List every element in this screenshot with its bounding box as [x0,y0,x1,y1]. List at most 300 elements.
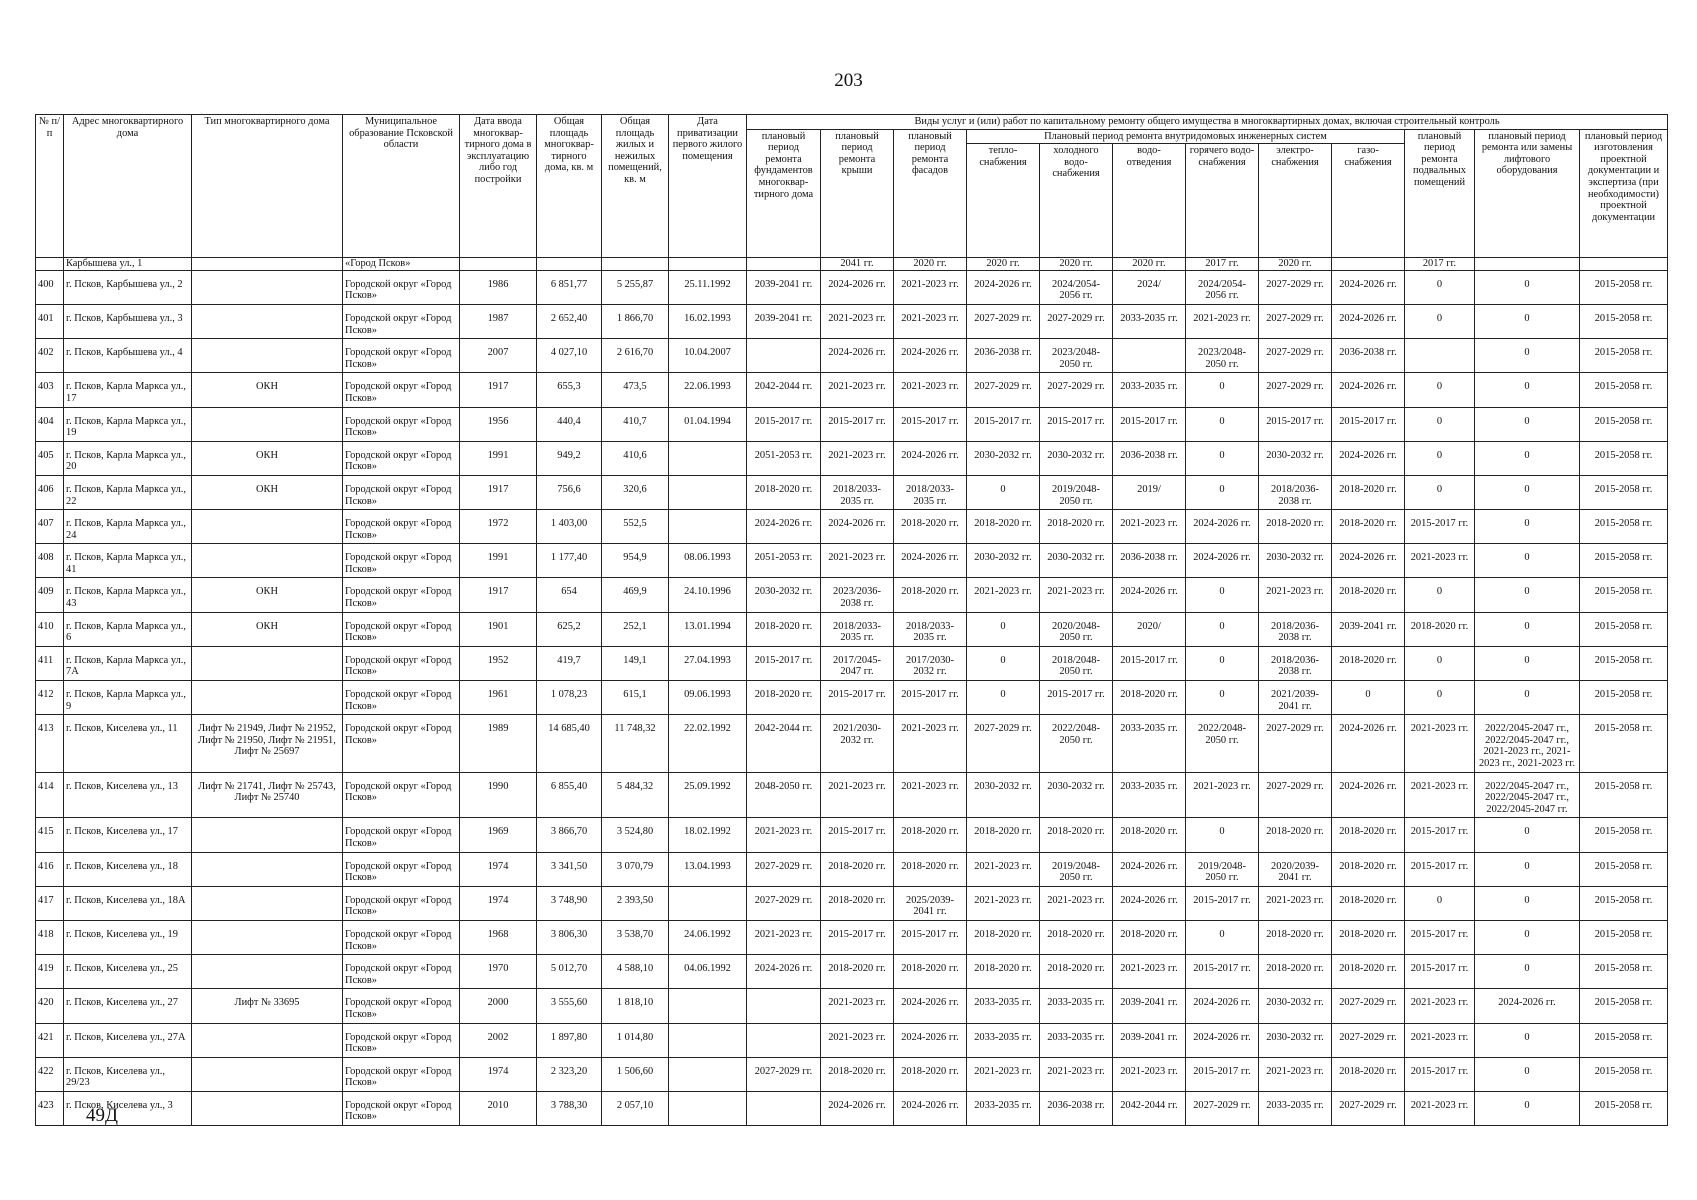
cell-total-area: 4 027,10 [537,339,602,373]
cell-electric: 2015-2017 гг. [1259,407,1332,441]
header-hot-water: горячего водо-снабжения [1186,144,1259,258]
cell-roof: 2023/2036-2038 гг. [821,578,894,612]
cell-total-area: 3 555,60 [537,989,602,1023]
header-sewage: водо-отведения [1113,144,1186,258]
cell-electric: 2030-2032 гг. [1259,989,1332,1023]
cell-facade: 2018-2020 гг. [894,578,967,612]
header-gas: газо-снабжения [1332,144,1405,258]
cell-hot-water: 2021-2023 гг. [1186,772,1259,818]
cell-commission-date: 1991 [460,544,537,578]
cell-num: 400 [36,270,64,304]
cell-roof: 2024-2026 гг. [821,270,894,304]
table-row [36,1057,1668,1091]
cell-address: г. Псков, Карла Маркса ул., 43 [64,578,192,612]
cell-address: г. Псков, Киселева ул., 18А [64,886,192,920]
cell-heat: 2033-2035 гг. [967,989,1040,1023]
cell-design: 2015-2058 гг. [1580,886,1668,920]
cell-elevator: 0 [1475,475,1580,509]
table-row [36,852,1668,886]
table-row [36,612,1668,646]
cell-municipality: Городской округ «Город Псков» [343,510,460,544]
cell-total-area: 654 [537,578,602,612]
cell-gas: 2039-2041 гг. [1332,612,1405,646]
header-heat: тепло-снабжения [967,144,1040,258]
cell-basement: 2015-2017 гг. [1405,920,1475,954]
cell-design: 2015-2058 гг. [1580,339,1668,373]
cell-design: 2015-2058 гг. [1580,920,1668,954]
continuation-row [36,258,1668,271]
cell-heat: 0 [967,612,1040,646]
cell-sewage: 2024-2026 гг. [1113,578,1186,612]
cell-num: 418 [36,920,64,954]
cell-facade: 2021-2023 гг. [894,304,967,338]
cell-basement: 2021-2023 гг. [1405,772,1475,818]
cell-hot-water: 0 [1186,407,1259,441]
cell-municipality: Городской округ «Город Псков» [343,339,460,373]
cell-sewage: 2018-2020 гг. [1113,920,1186,954]
cell-address: г. Псков, Киселева ул., 25 [64,955,192,989]
cell-privatization-date: 22.02.1992 [669,715,747,772]
page-number: 203 [834,70,863,91]
cell-basement: 0 [1405,886,1475,920]
table-row [36,646,1668,680]
cell-cold-water: 2033-2035 гг. [1040,1023,1113,1057]
cell-foundation: 2018-2020 гг. [747,681,821,715]
cell-address: г. Псков, Карла Маркса ул., 20 [64,441,192,475]
cell-total-area: 6 851,77 [537,270,602,304]
cell-elevator: 0 [1475,544,1580,578]
cell-design: 2015-2058 гг. [1580,270,1668,304]
cell-total-area: 3 748,90 [537,886,602,920]
cell-sewage: 2021-2023 гг. [1113,955,1186,989]
cell-num: 414 [36,772,64,818]
cell-hot-water: 2015-2017 гг. [1186,1057,1259,1091]
cell-privatization-date: 25.11.1992 [669,270,747,304]
cell-total-area: 1 403,00 [537,510,602,544]
cell-elevator: 2022/2045-2047 гг., 2022/2045-2047 гг., 2021-2023 гг., 2021-2023 гг., 2021-2023 гг. [1475,715,1580,772]
cell-total-area: 419,7 [537,646,602,680]
cell-num: 411 [36,646,64,680]
cell-living-area: 252,1 [602,612,669,646]
cell-total-area: 625,2 [537,612,602,646]
cell-commission-date: 1917 [460,578,537,612]
cell-cold-water: 2021-2023 гг. [1040,886,1113,920]
cell-living-area: 2 616,70 [602,339,669,373]
cell-hot-water: 2015-2017 гг. [1186,955,1259,989]
cell-privatization-date: 25.09.1992 [669,772,747,818]
cell-municipality: Городской округ «Город Псков» [343,304,460,338]
cell-num: 408 [36,544,64,578]
header-facade: плановый период ремонта фасадов [894,129,967,258]
cell-commission-date: 1968 [460,920,537,954]
cell-cold-water: 2022/2048-2050 гг. [1040,715,1113,772]
cell-commission-date: 1969 [460,818,537,852]
cell-electric: 2018/2036-2038 гг. [1259,646,1332,680]
cell-electric: 2018-2020 гг. [1259,818,1332,852]
cell-privatization-date [669,886,747,920]
cell-electric: 2027-2029 гг. [1259,715,1332,772]
cell-municipality: «Город Псков» [343,258,460,271]
cell-commission-date: 1974 [460,852,537,886]
cell-municipality: Городской округ «Город Псков» [343,852,460,886]
cell-basement: 0 [1405,681,1475,715]
cell-type: ОКН [192,441,343,475]
cell-type [192,852,343,886]
cell-electric: 2033-2035 гг. [1259,1091,1332,1125]
cell-municipality: Городской округ «Город Псков» [343,475,460,509]
cell-cold-water: 2030-2032 гг. [1040,441,1113,475]
cell-municipality: Городской округ «Город Псков» [343,1057,460,1091]
header-municipality: Муниципальное образование Псковской области [343,115,460,258]
cell-municipality: Городской округ «Город Псков» [343,955,460,989]
cell-heat: 2027-2029 гг. [967,715,1040,772]
cell-facade: 2021-2023 гг. [894,373,967,407]
cell-cold-water: 2027-2029 гг. [1040,304,1113,338]
cell-cold-water: 2015-2017 гг. [1040,681,1113,715]
cell-num: 423 [36,1091,64,1125]
cell-foundation: 2015-2017 гг. [747,646,821,680]
cell-cold-water: 2018/2048-2050 гг. [1040,646,1113,680]
header-num: № п/п [36,115,64,258]
cell-gas: 2018-2020 гг. [1332,646,1405,680]
cell-gas: 2024-2026 гг. [1332,304,1405,338]
cell-living-area: 469,9 [602,578,669,612]
cell-basement: 2021-2023 гг. [1405,989,1475,1023]
cell-living-area: 11 748,32 [602,715,669,772]
cell-type: ОКН [192,578,343,612]
cell-electric: 2027-2029 гг. [1259,373,1332,407]
cell-total-area: 1 078,23 [537,681,602,715]
cell-heat: 2018-2020 гг. [967,955,1040,989]
table-row [36,270,1668,304]
cell-living-area: 410,6 [602,441,669,475]
cell-commission-date: 1987 [460,304,537,338]
cell-commission-date: 1990 [460,772,537,818]
cell-heat: 2027-2029 гг. [967,373,1040,407]
cell-foundation: 2027-2029 гг. [747,852,821,886]
cell-hot-water: 2027-2029 гг. [1186,1091,1259,1125]
table-row [36,510,1668,544]
cell-num: 421 [36,1023,64,1057]
header-design: плановый период изготовления проектной документации и экспертиза (при необходимости) проектной документации [1580,129,1668,258]
cell-total-area: 5 012,70 [537,955,602,989]
cell-foundation: 2015-2017 гг. [747,407,821,441]
cell-type [192,1023,343,1057]
cell-elevator: 0 [1475,407,1580,441]
cell-sewage: 2019/ [1113,475,1186,509]
cell-municipality: Городской округ «Город Псков» [343,407,460,441]
cell-privatization-date: 24.10.1996 [669,578,747,612]
cell-design: 2015-2058 гг. [1580,1057,1668,1091]
cell-gas: 2027-2029 гг. [1332,989,1405,1023]
cell-cold-water: 2018-2020 гг. [1040,955,1113,989]
cell-basement: 2021-2023 гг. [1405,715,1475,772]
cell-hot-water: 2017 гг. [1186,258,1259,271]
cell-address: г. Псков, Карла Маркса ул., 22 [64,475,192,509]
cell-cold-water: 2030-2032 гг. [1040,772,1113,818]
cell-privatization-date [669,475,747,509]
cell-roof: 2024-2026 гг. [821,1091,894,1125]
cell-gas: 2018-2020 гг. [1332,955,1405,989]
cell-foundation: 2042-2044 гг. [747,373,821,407]
cell-type [192,407,343,441]
cell-total-area: 3 806,30 [537,920,602,954]
cell-electric: 2021/2039-2041 гг. [1259,681,1332,715]
header-address: Адрес многоквартирного дома [64,115,192,258]
table-row [36,1091,1668,1125]
cell-municipality: Городской округ «Город Псков» [343,270,460,304]
cell-gas: 2024-2026 гг. [1332,544,1405,578]
cell-electric: 2027-2029 гг. [1259,270,1332,304]
cell-elevator: 0 [1475,339,1580,373]
cell-hot-water: 2023/2048-2050 гг. [1186,339,1259,373]
cell-municipality: Городской округ «Город Псков» [343,715,460,772]
cell-total-area: 6 855,40 [537,772,602,818]
cell-privatization-date: 13.04.1993 [669,852,747,886]
cell-hot-water: 0 [1186,818,1259,852]
cell-commission-date: 2007 [460,339,537,373]
cell-type [192,1091,343,1125]
cell-foundation: 2042-2044 гг. [747,715,821,772]
cell-elevator: 0 [1475,818,1580,852]
cell-gas: 2027-2029 гг. [1332,1091,1405,1125]
cell-facade: 2018-2020 гг. [894,510,967,544]
cell-foundation: 2051-2053 гг. [747,544,821,578]
cell-facade: 2024-2026 гг. [894,339,967,373]
cell-basement: 2015-2017 гг. [1405,510,1475,544]
cell-heat: 2030-2032 гг. [967,544,1040,578]
cell-sewage: 2033-2035 гг. [1113,715,1186,772]
cell-electric: 2018-2020 гг. [1259,920,1332,954]
cell-privatization-date: 08.06.1993 [669,544,747,578]
table-row [36,681,1668,715]
cell-total-area: 2 652,40 [537,304,602,338]
cell-facade: 2017/2030-2032 гг. [894,646,967,680]
cell-hot-water: 2015-2017 гг. [1186,886,1259,920]
cell-gas: 2018-2020 гг. [1332,852,1405,886]
cell-commission-date: 1974 [460,886,537,920]
cell-privatization-date [669,1057,747,1091]
cell-heat: 2036-2038 гг. [967,339,1040,373]
cell-roof: 2021/2030-2032 гг. [821,715,894,772]
cell-commission-date: 1991 [460,441,537,475]
cell-type [192,544,343,578]
cell-foundation [747,989,821,1023]
cell-basement: 0 [1405,270,1475,304]
cell-total-area: 1 897,80 [537,1023,602,1057]
cell-hot-water: 0 [1186,920,1259,954]
cell-electric: 2027-2029 гг. [1259,304,1332,338]
cell-roof: 2018-2020 гг. [821,852,894,886]
cell-heat: 2021-2023 гг. [967,1057,1040,1091]
cell-commission-date: 1956 [460,407,537,441]
cell-living-area: 473,5 [602,373,669,407]
cell-cold-water: 2027-2029 гг. [1040,373,1113,407]
cell-sewage [1113,339,1186,373]
cell-living-area: 2 393,50 [602,886,669,920]
cell-num: 422 [36,1057,64,1091]
cell-design: 2015-2058 гг. [1580,1023,1668,1057]
cell-living-area: 1 866,70 [602,304,669,338]
table-row [36,407,1668,441]
cell-elevator: 0 [1475,1091,1580,1125]
cell-gas: 2018-2020 гг. [1332,1057,1405,1091]
cell-sewage: 2036-2038 гг. [1113,441,1186,475]
cell-basement: 2021-2023 гг. [1405,1023,1475,1057]
cell-facade: 2020 гг. [894,258,967,271]
cell-facade: 2024-2026 гг. [894,989,967,1023]
cell-gas: 2024-2026 гг. [1332,772,1405,818]
cell-municipality: Городской округ «Город Псков» [343,612,460,646]
cell-electric: 2030-2032 гг. [1259,1023,1332,1057]
cell-design: 2015-2058 гг. [1580,818,1668,852]
cell-num: 416 [36,852,64,886]
cell-electric: 2030-2032 гг. [1259,441,1332,475]
cell-electric: 2021-2023 гг. [1259,578,1332,612]
cell-roof: 2021-2023 гг. [821,544,894,578]
cell-design: 2015-2058 гг. [1580,715,1668,772]
cell-commission-date: 1972 [460,510,537,544]
cell-commission-date: 1917 [460,373,537,407]
cell-total-area: 440,4 [537,407,602,441]
cell-num: 404 [36,407,64,441]
cell-address: г. Псков, Киселева ул., 3 [64,1091,192,1125]
cell-total-area: 3 866,70 [537,818,602,852]
cell-num: 420 [36,989,64,1023]
cell-elevator: 0 [1475,955,1580,989]
cell-num: 402 [36,339,64,373]
cell-living-area: 4 588,10 [602,955,669,989]
header-electric: электро-снабжения [1259,144,1332,258]
cell-roof: 2021-2023 гг. [821,373,894,407]
cell-living-area: 615,1 [602,681,669,715]
cell-municipality: Городской округ «Город Псков» [343,1023,460,1057]
cell-address: г. Псков, Киселева ул., 13 [64,772,192,818]
cell-hot-water: 2021-2023 гг. [1186,304,1259,338]
cell-address: г. Псков, Киселева ул., 17 [64,818,192,852]
cell-electric: 2027-2029 гг. [1259,772,1332,818]
cell-hot-water: 0 [1186,373,1259,407]
cell-sewage: 2024-2026 гг. [1113,852,1186,886]
cell-num: 406 [36,475,64,509]
cell-gas: 2015-2017 гг. [1332,407,1405,441]
footer-code: 49Д [86,1105,118,1126]
table-row [36,1023,1668,1057]
cell-heat: 2015-2017 гг. [967,407,1040,441]
cell-sewage: 2018-2020 гг. [1113,818,1186,852]
cell-total-area: 2 323,20 [537,1057,602,1091]
cell-living-area: 552,5 [602,510,669,544]
cell-municipality: Городской округ «Город Псков» [343,772,460,818]
cell-living-area: 2 057,10 [602,1091,669,1125]
cell-roof: 2017/2045-2047 гг. [821,646,894,680]
cell-foundation [747,1023,821,1057]
cell-design: 2015-2058 гг. [1580,1091,1668,1125]
cell-gas: 2018-2020 гг. [1332,475,1405,509]
cell-heat: 2021-2023 гг. [967,852,1040,886]
cell-roof: 2024-2026 гг. [821,339,894,373]
cell-address: г. Псков, Киселева ул., 19 [64,920,192,954]
cell-basement: 0 [1405,578,1475,612]
cell-electric: 2021-2023 гг. [1259,886,1332,920]
cell-foundation: 2039-2041 гг. [747,270,821,304]
header-systems-group: Плановый период ремонта внутридомовых инженерных систем [967,129,1405,144]
cell-sewage: 2039-2041 гг. [1113,989,1186,1023]
cell-basement: 2015-2017 гг. [1405,852,1475,886]
cell-facade: 2015-2017 гг. [894,681,967,715]
cell-hot-water: 2022/2048-2050 гг. [1186,715,1259,772]
cell-commission-date: 1952 [460,646,537,680]
cell-heat: 2030-2032 гг. [967,772,1040,818]
cell-privatization-date: 22.06.1993 [669,373,747,407]
cell-facade: 2024-2026 гг. [894,1091,967,1125]
cell-facade: 2018-2020 гг. [894,818,967,852]
cell-sewage: 2020/ [1113,612,1186,646]
cell-commission-date: 2002 [460,1023,537,1057]
cell-type: ОКН [192,373,343,407]
cell-hot-water: 2024/2054-2056 гг. [1186,270,1259,304]
cell-commission-date: 1986 [460,270,537,304]
cell-basement [1405,339,1475,373]
cell-electric: 2020/2039-2041 гг. [1259,852,1332,886]
cell-heat: 2033-2035 гг. [967,1023,1040,1057]
cell-basement: 2015-2017 гг. [1405,818,1475,852]
cell-elevator: 0 [1475,510,1580,544]
cell-address: г. Псков, Карбышева ул., 4 [64,339,192,373]
cell-sewage: 2021-2023 гг. [1113,1057,1186,1091]
cell-gas: 2027-2029 гг. [1332,1023,1405,1057]
cell-hot-water: 0 [1186,681,1259,715]
cell-basement: 2018-2020 гг. [1405,612,1475,646]
cell-facade: 2018-2020 гг. [894,955,967,989]
cell-hot-water: 2019/2048-2050 гг. [1186,852,1259,886]
cell-design: 2015-2058 гг. [1580,407,1668,441]
cell-elevator: 0 [1475,270,1580,304]
cell-roof: 2018-2020 гг. [821,886,894,920]
cell-privatization-date: 16.02.1993 [669,304,747,338]
cell-facade: 2018/2033-2035 гг. [894,612,967,646]
cell-facade: 2018-2020 гг. [894,852,967,886]
cell-elevator: 0 [1475,920,1580,954]
cell-heat: 0 [967,681,1040,715]
cell-heat: 2033-2035 гг. [967,1091,1040,1125]
header-type: Тип многоквартирного дома [192,115,343,258]
cell-cold-water: 2020 гг. [1040,258,1113,271]
cell-privatization-date: 04.06.1992 [669,955,747,989]
cell-roof: 2024-2026 гг. [821,510,894,544]
cell-foundation: 2018-2020 гг. [747,475,821,509]
header-commission-date: Дата ввода многоквар-тирного дома в эксплуатацию либо год постройки [460,115,537,258]
cell-hot-water: 0 [1186,612,1259,646]
cell-type [192,920,343,954]
cell-sewage: 2042-2044 гг. [1113,1091,1186,1125]
cell-design: 2015-2058 гг. [1580,612,1668,646]
cell-privatization-date: 13.01.1994 [669,612,747,646]
cell-address: г. Псков, Киселева ул., 27 [64,989,192,1023]
cell-gas: 2018-2020 гг. [1332,886,1405,920]
cell-elevator: 0 [1475,886,1580,920]
cell-sewage: 2015-2017 гг. [1113,646,1186,680]
cell-design: 2015-2058 гг. [1580,475,1668,509]
cell-foundation: 2024-2026 гг. [747,955,821,989]
table-row [36,304,1668,338]
cell-basement: 0 [1405,373,1475,407]
cell-address: г. Псков, Карбышева ул., 2 [64,270,192,304]
cell-living-area: 3 538,70 [602,920,669,954]
cell-heat: 2030-2032 гг. [967,441,1040,475]
cell-num: 413 [36,715,64,772]
cell-type [192,270,343,304]
